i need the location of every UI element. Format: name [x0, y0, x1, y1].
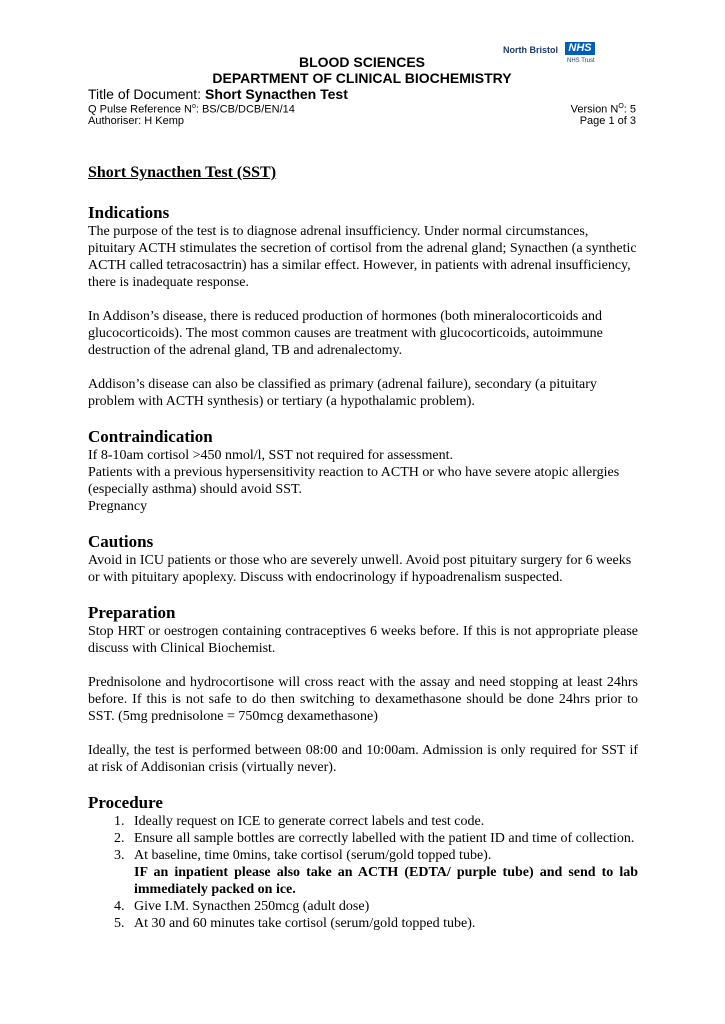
logo-trust-sub: NHS Trust: [567, 58, 595, 64]
page-number: Page 1 of 3: [579, 115, 636, 127]
procedure-step-3-text: At baseline, time 0mins, take cortisol (serum/gold topped tube).: [134, 848, 492, 863]
contraindication-line-1: If 8-10am cortisol >450 nmol/l, SST not required for assessment.: [88, 448, 453, 463]
procedure-step: [128, 847, 638, 898]
indications-paragraph-2: In Addison’s disease, there is reduced production of hormones (both mineralocorticoids and glucocorticoids). The most common causes are treatment with glucocorticoids, autoimmune destruction of the adrenal gland, TB and adrenalectomy.: [88, 309, 603, 358]
preparation-paragraph-3: Ideally, the test is performed between 08:00 and 10:00am. Admission is only required for SST if at risk of Addisonian crisis (virtually never).: [88, 743, 638, 775]
indications-paragraph-3: Addison’s disease can also be classified as primary (adrenal failure), secondary (a pituitary problem with ACTH synthesis) or tertiary (a hypothalamic problem).: [88, 377, 597, 409]
procedure-heading: Procedure: [88, 793, 163, 812]
procedure-step: 4. Give I.M. Synacthen 250mcg (adult dose): [128, 898, 638, 915]
contraindication-heading: Contraindication: [88, 427, 213, 446]
title-value: Short Synacthen Test: [204, 86, 348, 102]
document-body: [88, 160, 638, 932]
contraindication-line-3: Pregnancy: [88, 499, 148, 514]
preparation-paragraph-2: Prednisolone and hydrocortisone will cross react with the assay and need stopping at least 24hrs before. If this is not safe to do then switching to dexamethasone should be done 24hrs prior to SST. (5mg prednisolone = 750mcg dexamethasone): [88, 675, 638, 724]
cautions-paragraph: Avoid in ICU patients or those who are severely unwell. Avoid post pituitary surgery for 6 weeks or with pituitary apoplexy. Discuss with endocrinology if hypoadrenalism suspected.: [88, 553, 632, 585]
logo-trust-name: North Bristol: [503, 45, 558, 55]
indications-paragraph-1: The purpose of the test is to diagnose adrenal insufficiency. Under normal circumstances, pituitary ACTH stimulates the secretion of cortisol from the adrenal gland; Synacthen (a synthetic ACTH called tetracosactrin) has a similar effect. However, in patients with adrenal insufficiency, there is inadequate response.: [88, 224, 637, 290]
procedure-step: 2. Ensure all sample bottles are correctly labelled with the patient ID and time of collection.: [128, 830, 638, 847]
procedure-list: [88, 813, 638, 932]
procedure-step: 5. At 30 and 60 minutes take cortisol (serum/gold topped tube).: [128, 915, 638, 932]
header-dept-line1: BLOOD SCIENCES: [298, 54, 425, 70]
indications-heading: Indications: [88, 203, 170, 222]
version-number: Version $N^O$: 5: [570, 103, 636, 116]
cautions-heading: Cautions: [88, 532, 154, 551]
preparation-paragraph-1: Stop HRT or oestrogen containing contraceptives 6 weeks before. If this is not appropriate please discuss with Clinical Biochemist.: [88, 624, 638, 656]
header-document-title: [88, 86, 636, 102]
nhs-logo-icon: NHS: [565, 42, 595, 55]
header-dept-line2: DEPARTMENT OF CLINICAL BIOCHEMISTRY: [212, 70, 512, 86]
document-heading: Short Synacthen Test (SST): [88, 164, 277, 181]
header-reference-row: [88, 103, 636, 116]
procedure-step-3-bold-note: IF an inpatient please also take an ACTH (EDTA/ purple tube) and send to lab immediately packed on ice.: [134, 865, 638, 897]
title-label: Title of Document:: [88, 86, 202, 102]
qpulse-reference: Q Pulse Reference $N^o$: BS/CB/DCB/EN/14: [88, 103, 295, 116]
procedure-step: 1. Ideally request on ICE to generate correct labels and test code.: [128, 813, 638, 830]
header-author-row: [88, 115, 636, 127]
authoriser: Authoriser: H Kemp: [88, 115, 184, 127]
contraindication-line-2: Patients with a previous hypersensitivity reaction to ACTH or who have severe atopic allergies (especially asthma) should avoid SST.: [88, 465, 620, 497]
preparation-heading: Preparation: [88, 603, 176, 622]
